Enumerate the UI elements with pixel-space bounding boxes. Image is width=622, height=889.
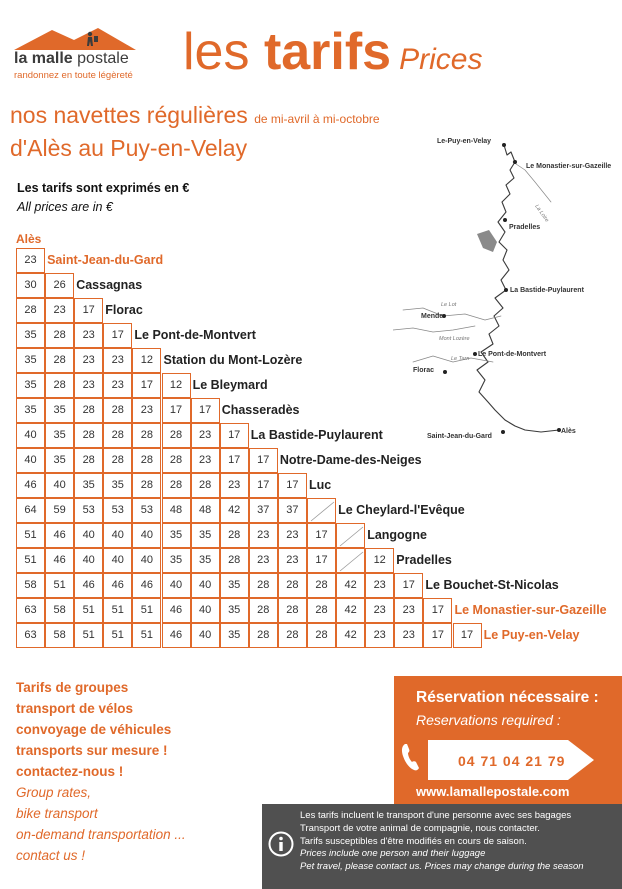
- group-line-fr-2: transport de vélos: [16, 701, 134, 716]
- price-cell: 42: [336, 623, 365, 648]
- price-cell: 28: [162, 448, 191, 473]
- price-cell: 59: [45, 498, 74, 523]
- price-cell: 17: [220, 448, 249, 473]
- price-cell: 23: [249, 523, 278, 548]
- price-cell: 28: [45, 373, 74, 398]
- price-cell: 46: [45, 523, 74, 548]
- price-cell: 17: [249, 448, 278, 473]
- map-label-bastide: La Bastide-Puylaurent: [510, 287, 584, 294]
- stop-name: Florac: [105, 303, 143, 317]
- origin-label: Alès: [16, 232, 42, 246]
- price-cell: 37: [278, 498, 307, 523]
- price-cell: 17: [74, 298, 103, 323]
- price-cell: 35: [191, 523, 220, 548]
- reservation-subtitle: Reservations required :: [416, 712, 561, 728]
- price-cell: 53: [103, 498, 132, 523]
- price-cell: 51: [45, 573, 74, 598]
- price-cell: 40: [132, 548, 161, 573]
- logo-wordmark: la malle postale: [14, 50, 129, 67]
- price-cell: 46: [45, 548, 74, 573]
- price-cell: 51: [132, 598, 161, 623]
- price-cell: 28: [74, 423, 103, 448]
- stop-name: Notre-Dame-des-Neiges: [279, 453, 422, 467]
- price-cell: 48: [162, 498, 191, 523]
- price-cell: 40: [74, 548, 103, 573]
- map-label-pont: Le Pont-de-Montvert: [478, 351, 547, 358]
- map-label-mende: Mende: [421, 313, 444, 320]
- stop-name: Le Cheylard-l'Evêque: [338, 503, 465, 517]
- logo-tagline: randonnez en toute légèreté: [14, 70, 133, 81]
- price-cell: 35: [191, 548, 220, 573]
- info-line-fr-2: Transport de votre animal de compagnie, nous contacter.: [300, 822, 540, 834]
- info-text: [300, 810, 584, 874]
- price-cell: 40: [45, 473, 74, 498]
- info-box: [262, 804, 622, 889]
- price-cell: 28: [307, 623, 336, 648]
- price-cell: 28: [74, 448, 103, 473]
- price-cell: 28: [132, 473, 161, 498]
- price-cell: 23: [103, 373, 132, 398]
- stop-name: La Bastide-Puylaurent: [250, 428, 383, 442]
- price-cell: 28: [307, 573, 336, 598]
- price-cell: 35: [16, 323, 45, 348]
- stop-name: Chasseradès: [221, 403, 300, 417]
- price-cell: 46: [103, 573, 132, 598]
- map-label-pradelles: Pradelles: [509, 224, 541, 231]
- price-cell: 51: [74, 623, 103, 648]
- stop-name: Le Puy-en-Velay: [483, 628, 580, 642]
- group-line-fr-5: contactez-nous !: [16, 764, 124, 779]
- price-cell: 17: [162, 398, 191, 423]
- price-cell: 28: [45, 323, 74, 348]
- price-cell: 23: [45, 298, 74, 323]
- price-cell: 40: [74, 523, 103, 548]
- price-cell: 26: [45, 273, 74, 298]
- price-cell: 35: [74, 473, 103, 498]
- price-cell: 23: [365, 623, 394, 648]
- map-label-monastier: Le Monastier-sur-Gazeille: [526, 163, 612, 170]
- price-cell: 40: [132, 523, 161, 548]
- stop-name: Saint-Jean-du-Gard: [47, 253, 164, 267]
- price-cell: 17: [220, 423, 249, 448]
- price-cell: 46: [162, 623, 191, 648]
- map-label-florac: Florac: [413, 367, 435, 374]
- price-cell: 28: [103, 398, 132, 423]
- price-cell: 53: [132, 498, 161, 523]
- price-cell: 17: [278, 473, 307, 498]
- price-cell: 64: [16, 498, 45, 523]
- price-cell: 17: [307, 548, 336, 573]
- price-cell: 35: [220, 598, 249, 623]
- group-line-en-1: Group rates,: [16, 785, 92, 800]
- price-cell: 17: [423, 598, 452, 623]
- group-line-en-3: on-demand transportation ...: [16, 827, 186, 842]
- price-cell: 51: [16, 548, 45, 573]
- map-river-tarn: Le Tarn: [451, 356, 470, 362]
- price-cell: 51: [132, 623, 161, 648]
- info-line-fr-3: Tarifs susceptibles d'être modifiés en cours de saison.: [300, 835, 527, 847]
- price-cell: 28: [45, 348, 74, 373]
- price-cell: 58: [45, 598, 74, 623]
- price-cell: 51: [103, 598, 132, 623]
- price-cell: 17: [394, 573, 423, 598]
- phone-number[interactable]: 04 71 04 21 79: [458, 753, 566, 769]
- price-cell: 42: [336, 598, 365, 623]
- stop-name: Luc: [309, 478, 332, 492]
- price-cell: 40: [16, 448, 45, 473]
- price-cell-empty: [336, 548, 365, 573]
- price-cell: 12: [365, 548, 394, 573]
- price-cell: 23: [394, 598, 423, 623]
- price-cell: 42: [220, 498, 249, 523]
- info-line-en-2: Pet travel, please contact us. Prices may change during the season: [300, 861, 584, 873]
- price-cell: 17: [453, 623, 482, 648]
- price-cell: 28: [103, 448, 132, 473]
- price-cell: 58: [16, 573, 45, 598]
- info-line-en-1: Prices include one person and their luggage: [300, 848, 486, 860]
- price-cell: 28: [162, 473, 191, 498]
- route-map: [393, 130, 622, 440]
- price-cell: 23: [394, 623, 423, 648]
- stop-name: Cassagnas: [76, 278, 143, 292]
- price-cell: 28: [74, 398, 103, 423]
- group-line-fr-3: convoyage de véhicules: [16, 722, 172, 737]
- price-cell-empty: [336, 523, 365, 548]
- group-line-en-4: contact us !: [16, 848, 86, 863]
- stop-name: Le Bouchet-St-Nicolas: [425, 578, 559, 592]
- price-cell: 23: [191, 448, 220, 473]
- price-cell: 17: [132, 373, 161, 398]
- price-cell: 30: [16, 273, 45, 298]
- price-cell: 35: [220, 573, 249, 598]
- price-cell: 40: [16, 423, 45, 448]
- price-cell: 23: [103, 348, 132, 373]
- price-cell: 40: [103, 523, 132, 548]
- reservation-title: Réservation nécessaire :: [416, 689, 599, 706]
- map-label-saintjean: Saint-Jean-du-Gard: [427, 433, 492, 440]
- price-cell: 35: [45, 398, 74, 423]
- page-title: les tarifs Prices: [183, 23, 483, 81]
- group-offers: [16, 677, 186, 866]
- price-cell: 28: [249, 623, 278, 648]
- price-cell: 40: [162, 573, 191, 598]
- price-cell: 63: [16, 598, 45, 623]
- phone-icon: [400, 742, 422, 772]
- price-cell: 28: [278, 623, 307, 648]
- price-cell: 46: [162, 598, 191, 623]
- price-cell: 17: [423, 623, 452, 648]
- reservation-box: [394, 676, 622, 804]
- price-cell: 46: [74, 573, 103, 598]
- price-cell: 35: [16, 348, 45, 373]
- group-line-fr-1: Tarifs de groupes: [16, 680, 129, 695]
- price-cell: 23: [74, 373, 103, 398]
- price-cell: 23: [365, 598, 394, 623]
- price-cell: 28: [220, 523, 249, 548]
- map-label-ales: Alès: [561, 428, 576, 435]
- price-cell: 23: [365, 573, 394, 598]
- price-cell: 28: [191, 473, 220, 498]
- price-cell: 28: [103, 423, 132, 448]
- price-cell: 23: [74, 323, 103, 348]
- group-line-fr-4: transports sur mesure !: [16, 743, 168, 758]
- price-cell: 40: [103, 548, 132, 573]
- price-cell: 35: [162, 523, 191, 548]
- price-cell: 23: [74, 348, 103, 373]
- subtitle-route: d'Alès au Puy-en-Velay: [10, 135, 248, 161]
- price-cell: 12: [132, 348, 161, 373]
- price-cell: 17: [191, 398, 220, 423]
- price-cell: 23: [278, 548, 307, 573]
- group-line-en-2: bike transport: [16, 806, 98, 821]
- price-cell: 40: [191, 598, 220, 623]
- price-cell: 51: [103, 623, 132, 648]
- price-cell: 23: [16, 248, 45, 273]
- price-cell: 17: [103, 323, 132, 348]
- price-cell: 23: [220, 473, 249, 498]
- currency-note-fr: Les tarifs sont exprimés en €: [17, 181, 190, 195]
- price-cell: 58: [45, 623, 74, 648]
- subtitle-shuttles: nos navettes régulières de mi-avril à mi-octobre: [10, 102, 380, 128]
- website-link[interactable]: www.lamallepostale.com: [416, 784, 570, 799]
- stop-name: Pradelles: [396, 553, 452, 567]
- price-cell: 23: [132, 398, 161, 423]
- price-cell: 48: [191, 498, 220, 523]
- price-cell: 46: [132, 573, 161, 598]
- price-cell: 40: [191, 623, 220, 648]
- price-cell: 35: [103, 473, 132, 498]
- price-cell: 17: [307, 523, 336, 548]
- price-cell: 23: [249, 548, 278, 573]
- logo-mountain-icon: [12, 26, 138, 52]
- map-river-loire: La Loire: [533, 203, 550, 224]
- currency-note-en: All prices are in €: [17, 200, 113, 214]
- price-cell: 35: [45, 423, 74, 448]
- price-cell: 35: [45, 448, 74, 473]
- stop-name: Station du Mont-Lozère: [163, 353, 303, 367]
- price-cell: 42: [336, 573, 365, 598]
- price-cell-empty: [307, 498, 336, 523]
- price-cell: 63: [16, 623, 45, 648]
- price-cell: 17: [249, 473, 278, 498]
- price-cell: 35: [16, 398, 45, 423]
- price-cell: 28: [132, 423, 161, 448]
- price-cell: 35: [162, 548, 191, 573]
- price-cell: 35: [220, 623, 249, 648]
- price-cell: 53: [74, 498, 103, 523]
- price-cell: 40: [191, 573, 220, 598]
- price-cell: 51: [16, 523, 45, 548]
- price-cell: 37: [249, 498, 278, 523]
- price-cell: 28: [162, 423, 191, 448]
- price-cell: 28: [16, 298, 45, 323]
- price-cell: 28: [249, 598, 278, 623]
- price-cell: 28: [220, 548, 249, 573]
- price-cell: 28: [132, 448, 161, 473]
- map-label-lozere: Mont Lozère: [439, 336, 470, 342]
- price-cell: 35: [16, 373, 45, 398]
- price-cell: 28: [307, 598, 336, 623]
- price-cell: 28: [278, 598, 307, 623]
- stop-name: Le Monastier-sur-Gazeille: [454, 603, 607, 617]
- stop-name: Langogne: [367, 528, 427, 542]
- price-cell: 51: [74, 598, 103, 623]
- price-cell: 28: [278, 573, 307, 598]
- price-cell: 28: [249, 573, 278, 598]
- price-cell: 46: [16, 473, 45, 498]
- info-icon: [268, 831, 294, 857]
- map-river-lot: Le Lot: [441, 302, 457, 308]
- price-cell: 23: [191, 423, 220, 448]
- stop-name: Le Bleymard: [192, 378, 268, 392]
- price-cell: 12: [162, 373, 191, 398]
- map-label-puy: Le-Puy-en-Velay: [437, 138, 492, 145]
- info-line-fr-1: Les tarifs incluent le transport d'une personne avec ses bagages: [300, 810, 572, 821]
- price-cell: 23: [278, 523, 307, 548]
- stop-name: Le Pont-de-Montvert: [134, 328, 256, 342]
